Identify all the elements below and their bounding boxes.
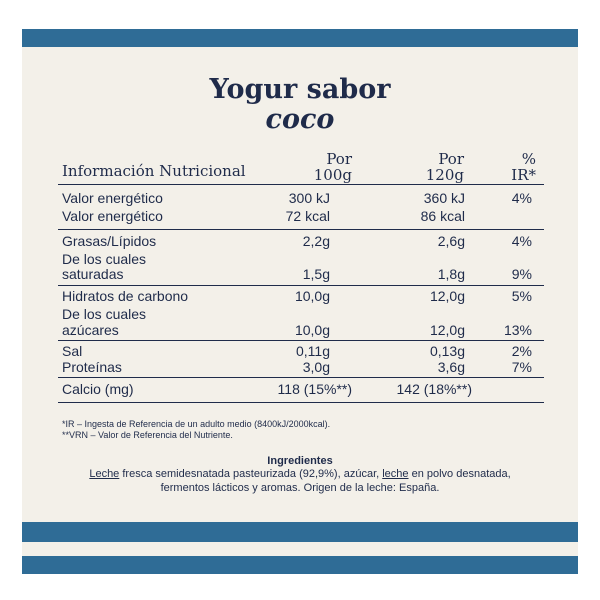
table-rule bbox=[58, 184, 544, 185]
header-per-120g: Por 120g bbox=[425, 150, 464, 184]
ingredients-title: Ingredientes bbox=[267, 455, 333, 467]
product-title: Yogur sabor bbox=[209, 74, 391, 105]
table-row: azúcares 10,0g 12,0g 13% bbox=[62, 322, 532, 338]
bottom-stripe-gap bbox=[22, 542, 578, 556]
bottom-stripe-1 bbox=[22, 522, 578, 542]
table-header-title: Información Nutricional bbox=[62, 162, 246, 180]
table-row: Valor energético 72 kcal 86 kcal bbox=[62, 208, 465, 224]
footnote-ir: *IR – Ingesta de Referencia de un adulto medio (8400kJ/2000kcal). bbox=[62, 419, 331, 429]
table-row: De los cuales bbox=[62, 306, 147, 322]
table-row: Sal 0,11g 0,13g 2% bbox=[62, 343, 532, 359]
table-rule bbox=[58, 285, 544, 286]
table-rule bbox=[58, 402, 544, 403]
table-row: De los cuales bbox=[62, 251, 147, 267]
ingredients-text: Leche fresca semidesnatada pasteurizada (92,9%), azúcar, leche en polvo desnatada, fermentos lácticos y aromas. Origen de la leche: España. bbox=[89, 468, 511, 494]
table-rule bbox=[58, 229, 544, 230]
product-flavor: coco bbox=[265, 104, 335, 135]
table-row: Hidratos de carbono 10,0g 12,0g 5% bbox=[62, 288, 532, 304]
table-row: Grasas/Lípidos 2,2g 2,6g 4% bbox=[62, 233, 532, 249]
footnote-vrn: **VRN – Valor de Referencia del Nutriente. bbox=[62, 430, 233, 440]
header-per-100g: Por 100g bbox=[313, 150, 352, 184]
table-row: Valor energético 300 kJ 360 kJ 4% bbox=[62, 190, 532, 206]
top-stripe bbox=[22, 29, 578, 47]
table-row: saturadas 1,5g 1,8g 9% bbox=[62, 266, 532, 282]
table-row: Proteínas 3,0g 3,6g 7% bbox=[62, 359, 532, 375]
table-rule bbox=[58, 377, 544, 378]
header-percent-ir: % IR* bbox=[511, 150, 536, 184]
table-row: Calcio (mg) 118 (15%**) 142 (18%**) bbox=[62, 381, 472, 397]
bottom-stripe-2 bbox=[22, 556, 578, 574]
table-rule bbox=[58, 340, 544, 341]
